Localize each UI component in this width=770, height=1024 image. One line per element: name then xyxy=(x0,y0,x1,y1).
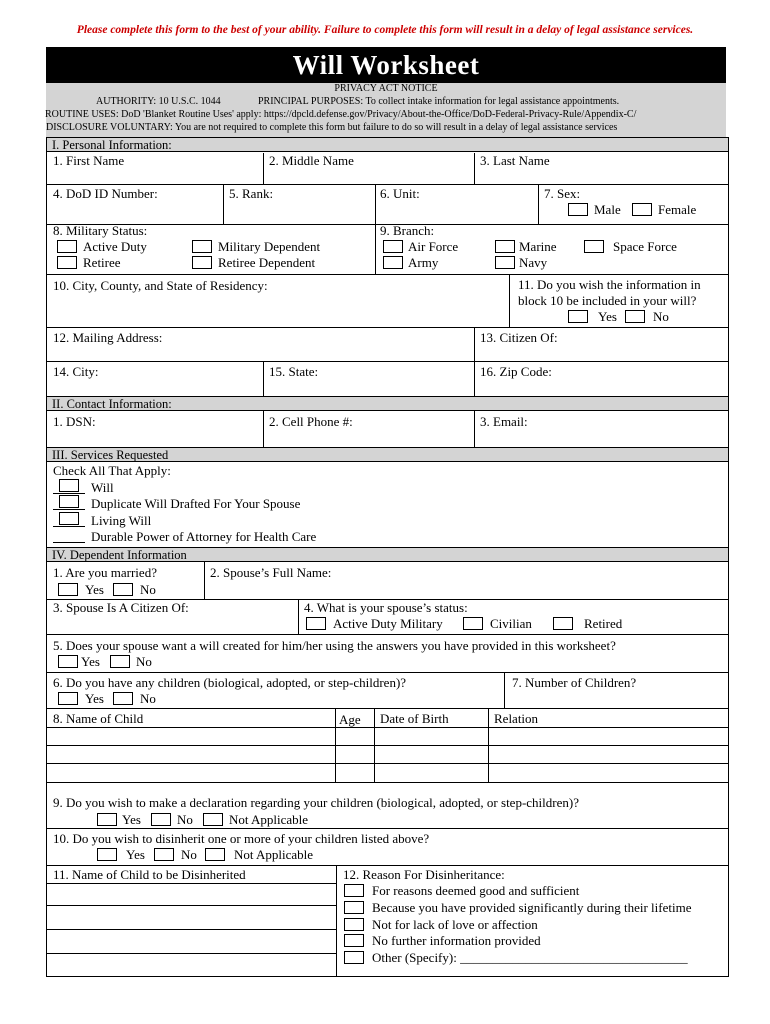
declaration-na-label: Not Applicable xyxy=(229,812,309,827)
include-residency-question-line2: block 10 be included in your will? xyxy=(518,293,697,308)
navy-label: Navy xyxy=(519,255,548,270)
disinherit-reason-label: 12. Reason For Disinheritance: xyxy=(343,867,505,882)
marine-label: Marine xyxy=(519,239,557,254)
branch-label: 9. Branch: xyxy=(380,223,435,238)
reason-good-sufficient-checkbox[interactable] xyxy=(344,884,364,897)
declaration-yes-label: Yes xyxy=(122,812,141,827)
reason-not-lack-love-label: Not for lack of love or affection xyxy=(372,917,538,932)
include-residency-question-line1: 11. Do you wish the information in xyxy=(518,277,701,292)
service-living-will-checkbox[interactable] xyxy=(59,512,79,525)
declaration-na-checkbox[interactable] xyxy=(203,813,223,826)
email-label: 3. Email: xyxy=(480,414,528,429)
spouse-status-question: 4. What is your spouse’s status: xyxy=(304,600,468,615)
married-question: 1. Are you married? xyxy=(53,565,157,580)
spouse-will-no-label: No xyxy=(136,654,152,669)
dsn-label: 1. DSN: xyxy=(53,414,96,429)
privacy-purposes: PRINCIPAL PURPOSES: To collect intake information for legal assistance appointments. xyxy=(258,96,620,107)
section-contact-header: II. Contact Information: xyxy=(47,396,728,411)
reason-no-further-info-checkbox[interactable] xyxy=(344,934,364,947)
section-personal-header: I. Personal Information: xyxy=(47,137,728,152)
space-force-label: Space Force xyxy=(613,239,677,254)
disinherit-name-header: 11. Name of Child to be Disinherited xyxy=(53,867,246,882)
privacy-disclosure: DISCLOSURE VOLUNTARY: You are not required to complete this form but failure to do so will result in a delay of legal assistance services xyxy=(46,122,618,133)
reason-no-further-info-label: No further information provided xyxy=(372,933,541,948)
military-status-label: 8. Military Status: xyxy=(53,223,148,238)
marine-checkbox[interactable] xyxy=(495,240,515,253)
disinherit-na-label: Not Applicable xyxy=(234,847,314,862)
sex-female-checkbox[interactable] xyxy=(632,203,652,216)
spouse-citizen-label: 3. Spouse Is A Citizen Of: xyxy=(53,600,189,615)
declaration-yes-checkbox[interactable] xyxy=(97,813,117,826)
spouse-will-no-checkbox[interactable] xyxy=(110,655,130,668)
service-duplicate-will-label: Duplicate Will Drafted For Your Spouse xyxy=(91,496,301,511)
zip-code-label: 16. Zip Code: xyxy=(480,364,552,379)
children-question: 6. Do you have any children (biological, adopted, or step-children)? xyxy=(53,675,407,690)
table-row xyxy=(47,763,728,764)
spouse-retired-checkbox[interactable] xyxy=(553,617,573,630)
section-services-header: III. Services Requested xyxy=(47,447,728,462)
reason-other-label: Other (Specify): ___________________________________ xyxy=(372,950,688,965)
dod-id-label: 4. DoD ID Number: xyxy=(53,186,158,201)
spouse-name-label: 2. Spouse’s Full Name: xyxy=(210,565,332,580)
reason-provided-checkbox[interactable] xyxy=(344,901,364,914)
air-force-checkbox[interactable] xyxy=(383,240,403,253)
last-name-label: 3. Last Name xyxy=(480,153,550,168)
disinherit-na-checkbox[interactable] xyxy=(205,848,225,861)
form-notice: Please complete this form to the best of your ability. Failure to complete this form will result in a delay of legal assistance services. xyxy=(76,24,694,36)
spouse-will-question: 5. Does your spouse want a will created for him/her using the answers you have provided in this worksheet? xyxy=(53,638,616,653)
navy-checkbox[interactable] xyxy=(495,256,515,269)
declaration-no-checkbox[interactable] xyxy=(151,813,171,826)
service-duplicate-will-checkbox[interactable] xyxy=(59,495,79,508)
residency-label: 10. City, County, and State of Residency: xyxy=(53,278,268,293)
number-of-children-label: 7. Number of Children? xyxy=(512,675,637,690)
first-name-label: 1. First Name xyxy=(53,153,125,168)
sex-female-label: Female xyxy=(658,202,697,217)
privacy-authority: AUTHORITY: 10 U.S.C. 1044 xyxy=(96,96,221,107)
reason-not-lack-love-checkbox[interactable] xyxy=(344,918,364,931)
sex-label: 7. Sex: xyxy=(544,186,581,201)
disinherit-question: 10. Do you wish to disinherit one or more of your children listed above? xyxy=(53,831,430,846)
reason-good-sufficient-label: For reasons deemed good and sufficient xyxy=(372,883,580,898)
mailing-address-label: 12. Mailing Address: xyxy=(53,330,163,345)
page-title: Will Worksheet xyxy=(46,47,726,83)
retiree-dependent-checkbox[interactable] xyxy=(192,256,212,269)
spouse-will-yes-label: Yes xyxy=(81,654,100,669)
check-all-label: Check All That Apply: xyxy=(53,463,171,478)
privacy-routine-uses: ROUTINE USES: DoD 'Blanket Routine Uses' apply: https://dpcld.defense.gov/Privacy/About-the-Office/DoD-Federal-Privacy-Rule/Appendix-C/ xyxy=(45,109,637,120)
privacy-act-notice xyxy=(46,83,726,137)
child-name-header: 8. Name of Child xyxy=(53,711,144,726)
retiree-label: Retiree xyxy=(83,255,121,270)
rank-label: 5. Rank: xyxy=(229,186,274,201)
relation-header: Relation xyxy=(494,711,539,726)
children-yes-label: Yes xyxy=(85,691,104,706)
spouse-will-yes-checkbox[interactable] xyxy=(58,655,78,668)
children-yes-checkbox[interactable] xyxy=(58,692,78,705)
spouse-civilian-label: Civilian xyxy=(490,616,532,631)
spouse-civilian-checkbox[interactable] xyxy=(463,617,483,630)
air-force-label: Air Force xyxy=(408,239,459,254)
army-label: Army xyxy=(408,255,439,270)
cell-phone-label: 2. Cell Phone #: xyxy=(269,414,353,429)
service-will-checkbox[interactable] xyxy=(59,479,79,492)
service-poa-label: Durable Power of Attorney for Health Care xyxy=(91,529,317,544)
children-no-checkbox[interactable] xyxy=(113,692,133,705)
privacy-heading: PRIVACY ACT NOTICE xyxy=(334,83,438,94)
spouse-active-duty-checkbox[interactable] xyxy=(306,617,326,630)
middle-name-label: 2. Middle Name xyxy=(269,153,354,168)
disinherit-yes-checkbox[interactable] xyxy=(97,848,117,861)
table-row xyxy=(47,727,728,728)
spouse-retired-label: Retired xyxy=(584,616,623,631)
married-no-checkbox[interactable] xyxy=(113,583,133,596)
married-yes-checkbox[interactable] xyxy=(58,583,78,596)
table-row xyxy=(47,953,336,954)
children-no-label: No xyxy=(140,691,156,706)
retiree-dependent-label: Retiree Dependent xyxy=(218,255,316,270)
include-residency-yes-checkbox[interactable] xyxy=(568,310,588,323)
sex-male-label: Male xyxy=(594,202,621,217)
active-duty-checkbox[interactable] xyxy=(57,240,77,253)
retiree-checkbox[interactable] xyxy=(57,256,77,269)
service-will-label: Will xyxy=(91,480,114,495)
disinherit-no-label: No xyxy=(181,847,197,862)
army-checkbox[interactable] xyxy=(383,256,403,269)
table-row xyxy=(47,905,336,906)
disinherit-yes-label: Yes xyxy=(126,847,145,862)
sex-male-checkbox[interactable] xyxy=(568,203,588,216)
section-dependent-header: IV. Dependent Information xyxy=(47,547,728,562)
table-row xyxy=(47,745,728,746)
married-yes-label: Yes xyxy=(85,582,104,597)
unit-label: 6. Unit: xyxy=(380,186,420,201)
state-label: 15. State: xyxy=(269,364,319,379)
married-no-label: No xyxy=(140,582,156,597)
space-force-checkbox[interactable] xyxy=(584,240,604,253)
citizen-of-label: 13. Citizen Of: xyxy=(480,330,558,345)
service-living-will-label: Living Will xyxy=(91,513,152,528)
disinherit-no-checkbox[interactable] xyxy=(154,848,174,861)
declaration-no-label: No xyxy=(177,812,193,827)
age-header: Age xyxy=(339,712,361,727)
city-label: 14. City: xyxy=(53,364,99,379)
military-dependent-label: Military Dependent xyxy=(218,239,321,254)
include-residency-no-label: No xyxy=(653,309,669,324)
declaration-question: 9. Do you wish to make a declaration regarding your children (biological, adopted, or step-children)? xyxy=(53,795,579,810)
reason-other-checkbox[interactable] xyxy=(344,951,364,964)
include-residency-yes-label: Yes xyxy=(598,309,617,324)
dob-header: Date of Birth xyxy=(380,711,449,726)
worksheet-form xyxy=(46,137,729,977)
military-dependent-checkbox[interactable] xyxy=(192,240,212,253)
include-residency-no-checkbox[interactable] xyxy=(625,310,645,323)
table-row xyxy=(47,883,336,884)
active-duty-label: Active Duty xyxy=(83,239,147,254)
table-row xyxy=(47,929,336,930)
spouse-active-duty-label: Active Duty Military xyxy=(333,616,443,631)
reason-provided-label: Because you have provided significantly during their lifetime xyxy=(372,900,692,915)
